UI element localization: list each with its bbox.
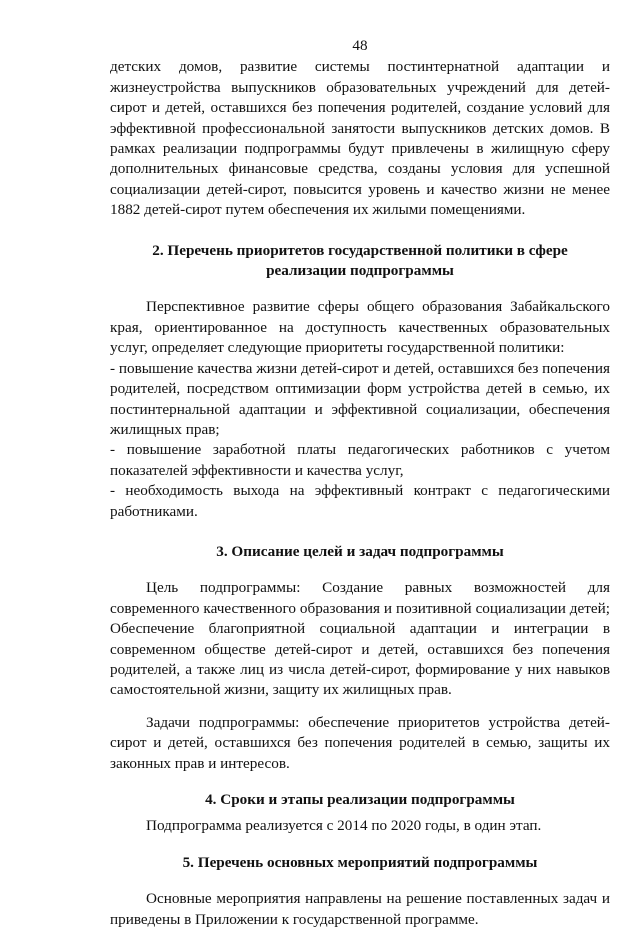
priority-item: - повышение заработной платы педагогических работников с учетом показателей эффективности и качества услуг, [110, 441, 610, 479]
section-3-goal: Цель подпрограммы: Создание равных возможностей для современного качественного образования и позитивной социализации детей; Обеспечение благоприятной социальной адаптации и интеграции в современном обществе детей-сирот и детей, оставшихся без попечения родителей, а также лиц из числа детей-сирот, формирование у них навыков самостоятельной жизни, защиту их жилищных прав. [110, 579, 610, 699]
page-number: 48 [352, 37, 368, 54]
intro-paragraph: детских домов, развитие системы постинтернатной адаптации и жизнеустройства выпускников образовательных учреждений для детей-сирот и детей, оставшихся без попечения родителей, создание условий для эффективной профессиональной занятости выпускников детских домов. В рамках реализации подпрограммы будут привлечены в жилищную сферу дополнительных финансовые средства, созданы условия для успешной социализации детей-сирот, повысится уровень и качество жизни не менее 1882 детей-сирот путем обеспечения их жилыми помещениями. [110, 58, 610, 219]
spacer [110, 837, 610, 853]
section-2-lead: Перспективное развитие сферы общего образования Забайкальского края, ориентированное на доступность качественных образовательных услуг, определяет следующие приоритеты государственной политики: [110, 298, 610, 357]
spacer [110, 701, 610, 713]
priority-item: - повышение качества жизни детей-сирот и детей, оставшихся без попечения родителей, посредством оптимизации форм устройства детей в семью, их постинтернальной адаптации и эффективной социализации, обеспечения жилищных прав; [110, 359, 610, 438]
spacer [110, 522, 610, 542]
document-page [110, 36, 610, 930]
section-2-heading-line2: реализации подпрограммы [266, 262, 454, 280]
spacer [110, 774, 610, 790]
priority-item: - необходимость выхода на эффективный контракт с педагогическими работниками. [110, 482, 610, 520]
spacer [110, 221, 610, 241]
spacer [110, 873, 610, 889]
spacer [110, 562, 610, 578]
spacer [110, 281, 610, 297]
section-2-heading-line1: 2. Перечень приоритетов государственной политики в сфере [152, 241, 568, 259]
section-4-heading: 4. Сроки и этапы реализации подпрограммы [205, 791, 515, 808]
section-3-heading: 3. Описание целей и задач подпрограммы [216, 542, 504, 560]
section-5-heading: 5. Перечень основных мероприятий подпрограммы [182, 853, 538, 871]
section-3-tasks: Задачи подпрограммы: обеспечение приоритетов устройства детей-сирот и детей, оставшихся без попечения родителей в семью, защиты их законных прав и интересов. [110, 713, 610, 772]
section-2-heading [110, 241, 610, 282]
section-4-text: Подпрограмма реализуется с 2014 по 2020 годы, в один этап. [146, 817, 542, 835]
section-5-text: Основные мероприятия направлены на решение поставленных задач и приведены в Приложении к государственной программе. [110, 890, 610, 928]
